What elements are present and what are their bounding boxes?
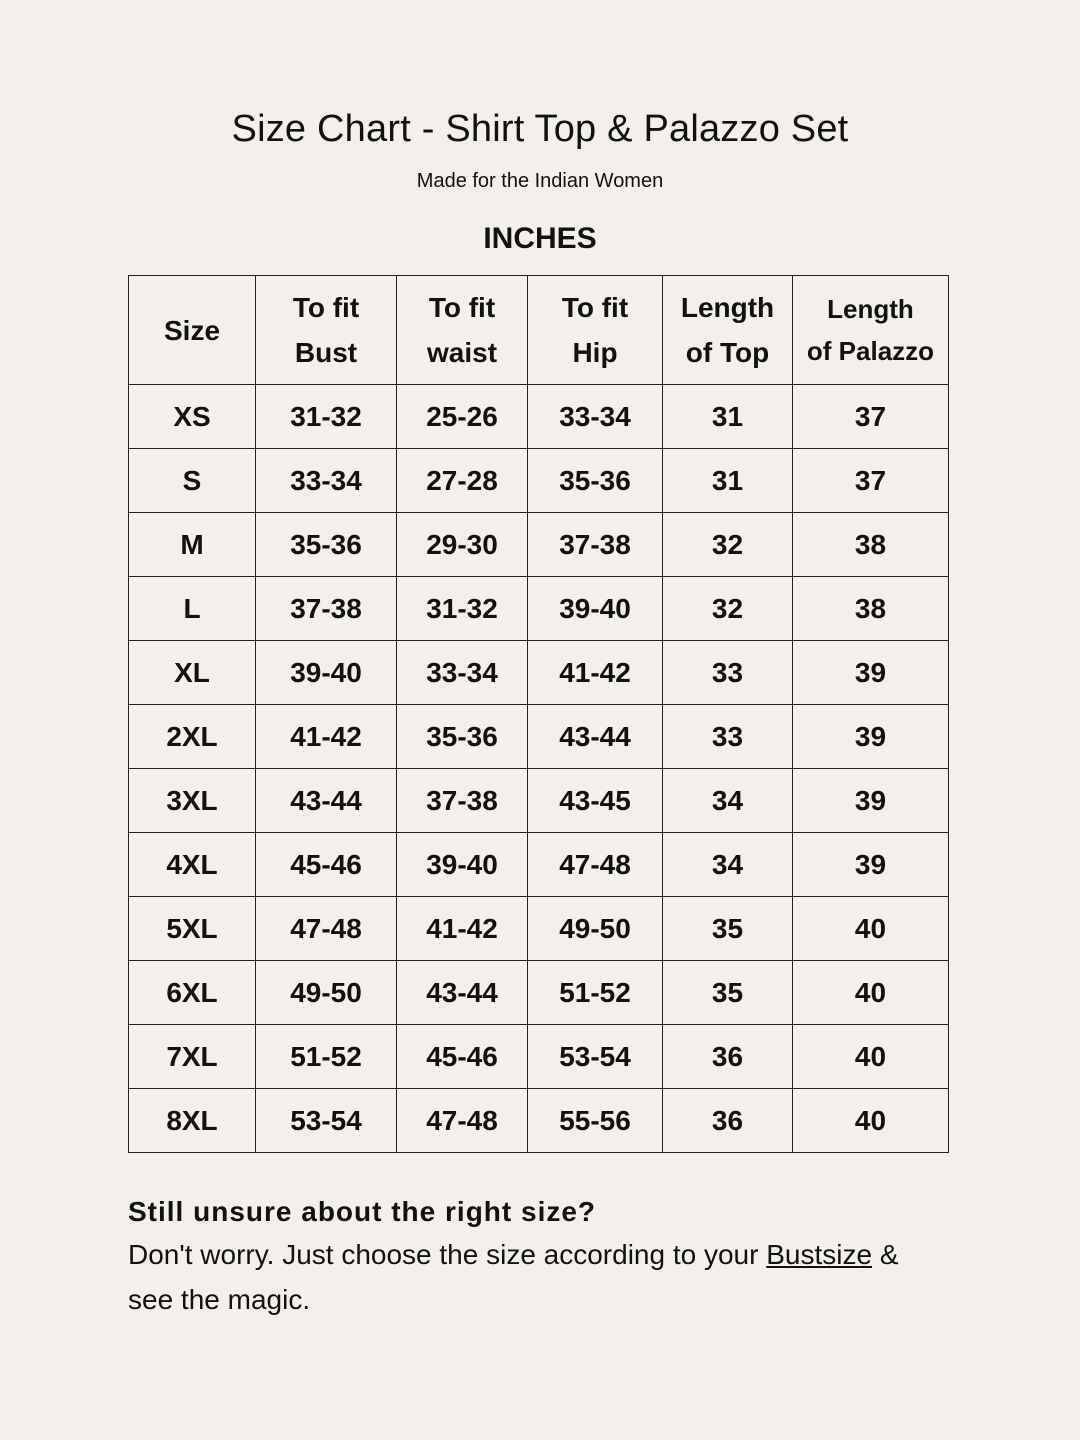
header-length-top-line1: Length xyxy=(680,292,775,323)
cell-bust: 39-40 xyxy=(256,641,397,705)
cell-hip: 37-38 xyxy=(528,513,663,577)
cell-bust: 45-46 xyxy=(256,833,397,897)
cell-hip: 49-50 xyxy=(528,897,663,961)
cell-size: L xyxy=(129,577,256,641)
table-row xyxy=(129,641,949,705)
header-waist-line2: waist xyxy=(426,337,498,368)
table-row xyxy=(129,577,949,641)
cell-length-palazzo: 38 xyxy=(793,577,949,641)
cell-bust: 47-48 xyxy=(256,897,397,961)
table-row xyxy=(129,1089,949,1153)
cell-size: XL xyxy=(129,641,256,705)
cell-hip: 43-45 xyxy=(528,769,663,833)
cell-hip: 43-44 xyxy=(528,705,663,769)
cell-size: 3XL xyxy=(129,769,256,833)
cell-bust: 53-54 xyxy=(256,1089,397,1153)
cell-waist: 37-38 xyxy=(397,769,528,833)
cell-size: M xyxy=(129,513,256,577)
size-help-note xyxy=(128,1192,948,1322)
header-size xyxy=(129,276,256,385)
table-row xyxy=(129,513,949,577)
table-row xyxy=(129,897,949,961)
cell-size: XS xyxy=(129,385,256,449)
cell-length-top: 32 xyxy=(663,513,793,577)
table-header-row xyxy=(129,276,949,385)
cell-bust: 43-44 xyxy=(256,769,397,833)
header-waist-line1: To fit xyxy=(428,292,496,323)
header-length-top xyxy=(663,276,793,385)
cell-bust: 41-42 xyxy=(256,705,397,769)
note-body-text: Don't worry. Just choose the size according to your xyxy=(128,1239,767,1270)
cell-length-palazzo: 37 xyxy=(793,449,949,513)
page-subtitle: Made for the Indian Women xyxy=(416,170,664,192)
cell-length-top: 34 xyxy=(663,833,793,897)
table-row xyxy=(129,961,949,1025)
cell-length-top: 31 xyxy=(663,385,793,449)
table-row xyxy=(129,385,949,449)
table-row xyxy=(129,705,949,769)
cell-length-top: 34 xyxy=(663,769,793,833)
table-body xyxy=(129,385,949,1153)
cell-waist: 41-42 xyxy=(397,897,528,961)
table-row xyxy=(129,769,949,833)
cell-bust: 31-32 xyxy=(256,385,397,449)
cell-waist: 27-28 xyxy=(397,449,528,513)
cell-length-palazzo: 40 xyxy=(793,1025,949,1089)
note-heading: Still unsure about the right size? xyxy=(128,1196,597,1227)
cell-length-top: 31 xyxy=(663,449,793,513)
bustsize-link[interactable]: Bustsize xyxy=(766,1239,873,1270)
cell-length-top: 33 xyxy=(663,641,793,705)
header-length-palazzo-line1: Length xyxy=(827,294,914,324)
cell-length-palazzo: 40 xyxy=(793,1089,949,1153)
cell-waist: 33-34 xyxy=(397,641,528,705)
cell-waist: 45-46 xyxy=(397,1025,528,1089)
cell-hip: 47-48 xyxy=(528,833,663,897)
cell-length-top: 35 xyxy=(663,961,793,1025)
header-hip xyxy=(528,276,663,385)
cell-length-top: 36 xyxy=(663,1025,793,1089)
cell-size: S xyxy=(129,449,256,513)
cell-bust: 37-38 xyxy=(256,577,397,641)
cell-waist: 43-44 xyxy=(397,961,528,1025)
cell-length-palazzo: 37 xyxy=(793,385,949,449)
cell-size: 4XL xyxy=(129,833,256,897)
header-waist xyxy=(397,276,528,385)
cell-hip: 35-36 xyxy=(528,449,663,513)
cell-length-palazzo: 38 xyxy=(793,513,949,577)
cell-hip: 39-40 xyxy=(528,577,663,641)
cell-hip: 55-56 xyxy=(528,1089,663,1153)
cell-size: 6XL xyxy=(129,961,256,1025)
cell-length-palazzo: 40 xyxy=(793,897,949,961)
cell-size: 7XL xyxy=(129,1025,256,1089)
header-bust-line1: To fit xyxy=(292,292,360,323)
cell-waist: 25-26 xyxy=(397,385,528,449)
note-body xyxy=(128,1232,948,1322)
header-hip-line1: To fit xyxy=(561,292,629,323)
header-length-palazzo-line2: of Palazzo xyxy=(806,336,935,366)
cell-hip: 33-34 xyxy=(528,385,663,449)
cell-waist: 29-30 xyxy=(397,513,528,577)
note-body-text-end: & see the magic. xyxy=(128,1239,899,1315)
header-size-label: Size xyxy=(163,314,221,346)
cell-length-top: 36 xyxy=(663,1089,793,1153)
cell-bust: 51-52 xyxy=(256,1025,397,1089)
cell-length-top: 33 xyxy=(663,705,793,769)
cell-length-top: 32 xyxy=(663,577,793,641)
cell-waist: 39-40 xyxy=(397,833,528,897)
cell-length-palazzo: 39 xyxy=(793,833,949,897)
table-row xyxy=(129,833,949,897)
cell-bust: 49-50 xyxy=(256,961,397,1025)
cell-hip: 51-52 xyxy=(528,961,663,1025)
cell-bust: 35-36 xyxy=(256,513,397,577)
cell-length-palazzo: 40 xyxy=(793,961,949,1025)
cell-hip: 41-42 xyxy=(528,641,663,705)
header-length-palazzo xyxy=(793,276,949,385)
cell-length-palazzo: 39 xyxy=(793,705,949,769)
cell-hip: 53-54 xyxy=(528,1025,663,1089)
table-row xyxy=(129,449,949,513)
cell-bust: 33-34 xyxy=(256,449,397,513)
cell-size: 2XL xyxy=(129,705,256,769)
header-bust xyxy=(256,276,397,385)
size-chart-table xyxy=(128,275,949,1153)
cell-length-palazzo: 39 xyxy=(793,769,949,833)
cell-size: 5XL xyxy=(129,897,256,961)
cell-length-top: 35 xyxy=(663,897,793,961)
table-row xyxy=(129,1025,949,1089)
header-length-top-line2: of Top xyxy=(685,337,770,368)
header-bust-line2: Bust xyxy=(294,337,358,368)
cell-waist: 31-32 xyxy=(397,577,528,641)
cell-length-palazzo: 39 xyxy=(793,641,949,705)
page-title: Size Chart - Shirt Top & Palazzo Set xyxy=(231,108,849,150)
cell-waist: 35-36 xyxy=(397,705,528,769)
cell-waist: 47-48 xyxy=(397,1089,528,1153)
cell-size: 8XL xyxy=(129,1089,256,1153)
unit-label: INCHES xyxy=(483,222,597,255)
header-hip-line2: Hip xyxy=(572,337,618,368)
